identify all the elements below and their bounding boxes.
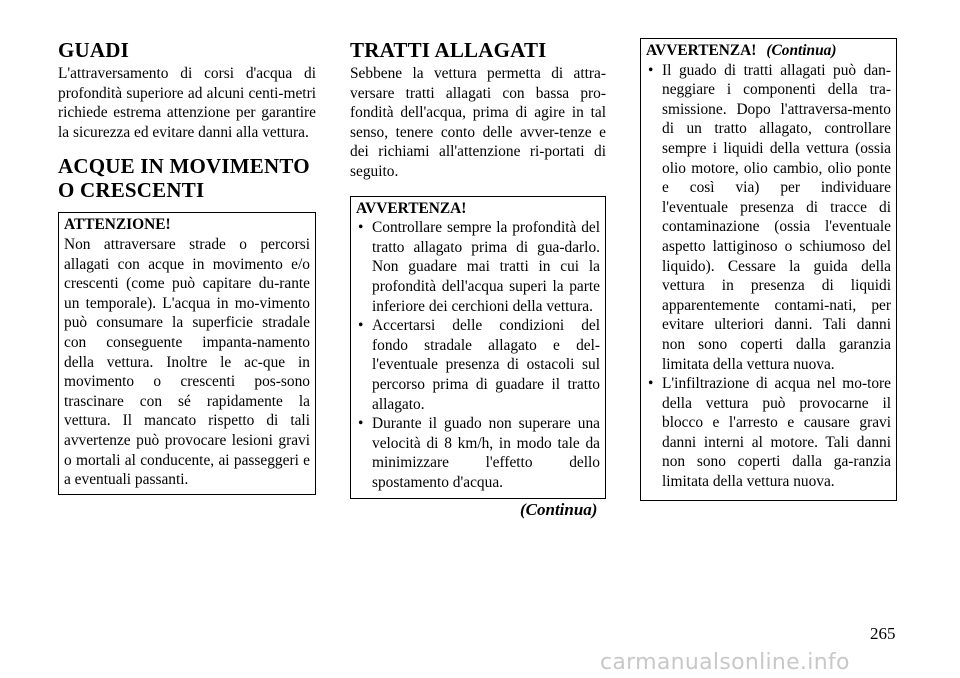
warning-box: [350, 196, 606, 500]
caution-box-text: Non attraversare strade o percorsi allagati con acque in movimento e/o crescenti (come può capitare du-rante un temporale). L'acqua in mo-vimento può consumare la superficie stradale con conseguente impanta-namento della vettura. Inoltre le ac-que in movimento o crescenti pos-sono trascinare con sé rapidamente la vettura. Il mancato rispetto di tali avvertenze può provocare lesioni gravi o mortali al conducente, ai passeggeri e a eventuali passanti.: [64, 235, 310, 489]
tratti-paragraph: Sebbene la vettura permetta di attra-versare tratti allagati con bassa pro-fondità dell'acqua, prima di agire in tal senso, tenere conto delle avver-tenze e dei richiami all'attenzione ri-portati di seguito.: [350, 65, 606, 180]
continued-label: (Continua): [520, 500, 598, 519]
column-2: [350, 30, 606, 499]
section-heading-guadi: GUADI: [58, 38, 130, 62]
warning-box-continued-marker: (Continua): [766, 42, 837, 59]
warning-item: • Il guado di tratti allagati può dan-neggiare i componenti della tra-smissione. Dopo l'attraversa-mento di un tratto allagato, controllare sempre i liquidi della vettura (ossia olio motore, olio cambio, olio ponte e così via) per individuare l'eventuale presenza di tracce di contaminazione (ossia l'eventuale aspetto lattiginoso o schiumoso del liquido). Cessare la guida della vettura in presenza di liquidi apparentemente contami-nati, per evitare ulteriori danni. Tali danni non sono coperti dalla garanzia limitata della vettura nuova.: [646, 61, 891, 375]
warning-box-continued: [640, 38, 897, 501]
section-heading-tratti-allagati: TRATTI ALLAGATI: [350, 38, 547, 62]
warning-list: [356, 218, 600, 492]
caution-box-title: ATTENZIONE!: [64, 216, 171, 234]
watermark: carmanualsonline.info: [600, 650, 850, 675]
warning-box-title: AVVERTENZA!: [356, 199, 467, 217]
page-number: 265: [870, 624, 896, 643]
warning-continued-list: [646, 61, 891, 492]
column-3: [640, 38, 897, 501]
column-1: [58, 30, 316, 495]
warning-item: • Accertarsi delle condizioni del fondo stradale allagato e del-l'eventuale presenza di ostacoli sul percorso prima di guadare il tratto allagato.: [356, 316, 600, 414]
warning-box-continued-title-text: AVVERTENZA!: [646, 42, 757, 59]
warning-item: • Durante il guado non superare una velocità di 8 km/h, in modo tale da minimizzare l'effetto dello spostamento d'acqua.: [356, 414, 600, 492]
caution-box: [58, 212, 316, 494]
guadi-paragraph: L'attraversamento di corsi d'acqua di profondità superiore ad alcuni centi-metri richiede estrema attenzione per garantire la sicurezza ed evitare danni alla vettura.: [58, 65, 316, 141]
warning-item: • L'infiltrazione di acqua nel mo-tore della vettura può provocarne il blocco e l'arresto e causare gravi danni interni al motore. Tali danni non sono coperti dalla ga-ranzia limitata della vettura nuova.: [646, 374, 891, 492]
warning-box-continued-title: [646, 41, 891, 61]
section-heading-acque: ACQUE IN MOVIMENTO O CRESCENTI: [58, 154, 310, 203]
warning-item: • Controllare sempre la profondità del tratto allagato prima di gua-darlo. Non guadare mai tratti in cui la profondità dell'acqua superi la parte inferiore dei cerchioni della vettura.: [356, 218, 600, 316]
